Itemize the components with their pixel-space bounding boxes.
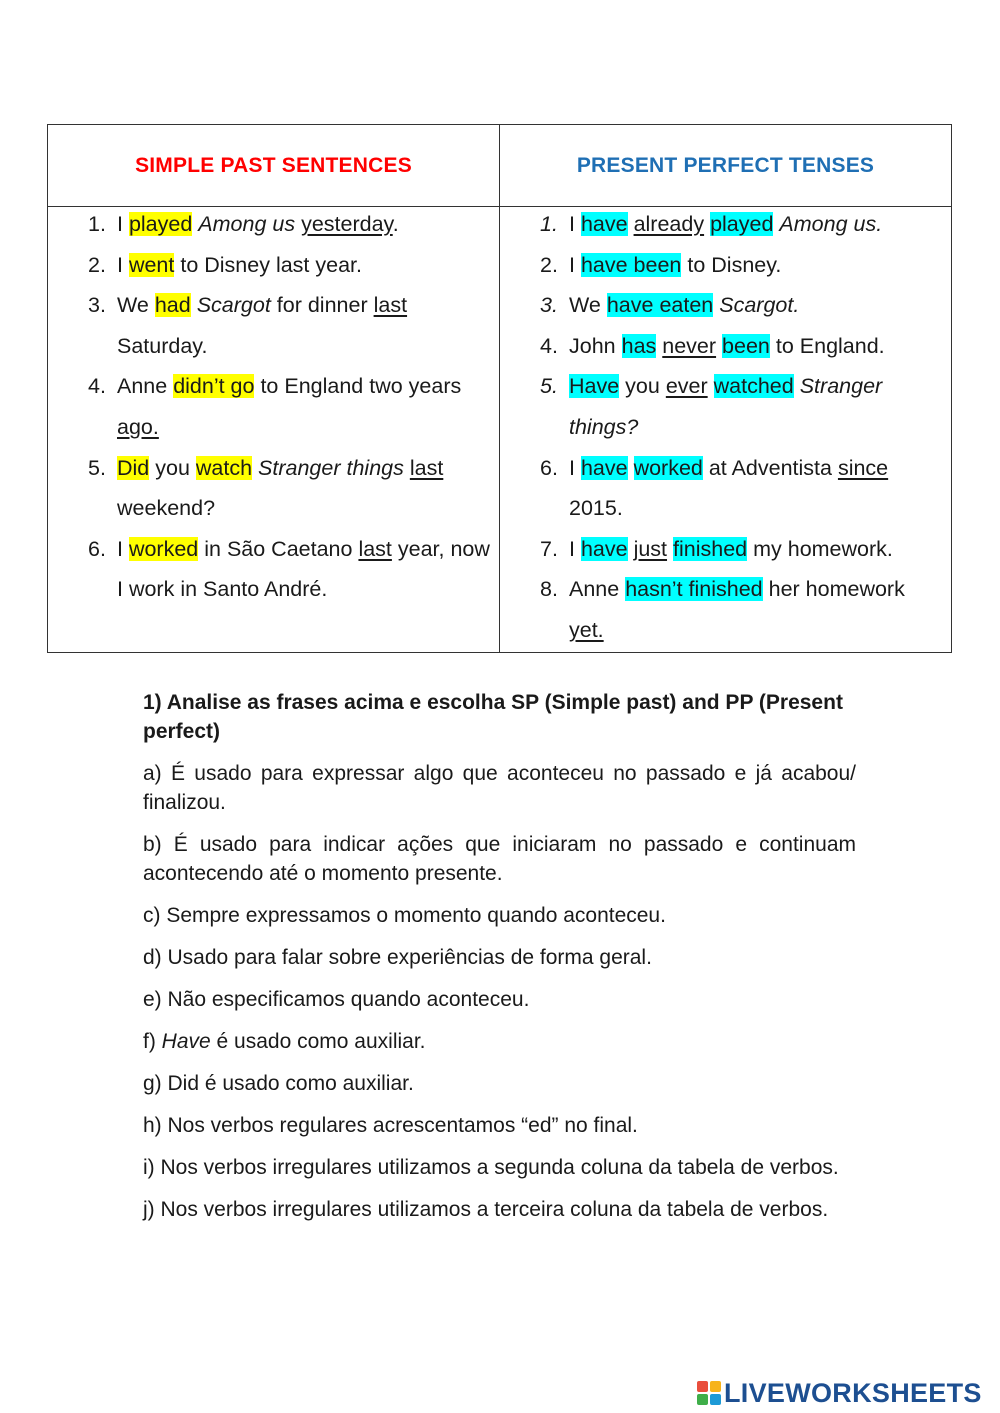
highlighted-verb: didn’t go (173, 374, 255, 399)
text-segment: é usado como auxiliar. (210, 1030, 426, 1053)
text-segment: d) Usado para falar sobre experiências de forma geral. (143, 946, 652, 969)
underlined-word: yet. (569, 617, 604, 642)
underlined-word: already (633, 212, 705, 236)
text-segment: Stranger things (258, 455, 404, 480)
sentence-text (117, 374, 461, 439)
text-segment: my homework. (747, 536, 893, 561)
left-sentence-item (88, 448, 493, 529)
text-segment: you (619, 374, 666, 399)
simple-past-list (88, 204, 493, 610)
highlighted-verb: Did (117, 455, 150, 480)
logo-square (697, 1381, 708, 1392)
highlighted-verb: have (580, 455, 628, 480)
logo-square (697, 1394, 708, 1405)
text-segment: at Adventista (702, 455, 838, 480)
underlined-word: ago. (117, 414, 159, 439)
highlighted-verb: Have (569, 374, 620, 399)
text-segment: a) É usado para expressar algo que aconteceu no passado e já acabou/ finalizou. (143, 762, 856, 814)
text-segment: Saturday. (117, 333, 208, 358)
right-sentence-item (540, 245, 945, 286)
present-perfect-header: PRESENT PERFECT TENSES (576, 153, 875, 177)
text-segment: f) (143, 1030, 162, 1053)
exercise-section (143, 688, 856, 1237)
exercise-item (143, 1027, 856, 1056)
simple-past-header: SIMPLE PAST SENTENCES (135, 153, 412, 177)
text-segment: Scargot. (719, 293, 800, 318)
highlighted-verb: have (580, 212, 628, 236)
text-segment: b) É usado para indicar ações que iniciaram no passado e continuam acontecendo até o momento presente. (143, 833, 856, 885)
text-segment: John (569, 333, 622, 358)
highlighted-verb: worked (633, 455, 703, 480)
item-number: 6. (540, 455, 558, 480)
logo-square (710, 1394, 721, 1405)
right-sentence-item (540, 204, 945, 245)
right-sentence-item (540, 569, 945, 650)
text-segment: to England. (769, 333, 885, 358)
left-sentence-item (88, 204, 493, 245)
text-segment: I (569, 455, 581, 480)
exercise-item (143, 830, 856, 888)
right-sentence-item (540, 366, 945, 447)
highlighted-verb: watched (713, 374, 794, 399)
item-number: 1. (88, 212, 106, 236)
left-sentence-item (88, 529, 493, 610)
item-number: 2. (540, 252, 558, 277)
text-segment: I (117, 252, 129, 277)
underlined-word: last (358, 536, 392, 561)
text-segment: to Disney last year. (174, 252, 362, 277)
underlined-word: last (409, 455, 444, 480)
exercise-item (143, 985, 856, 1014)
sentence-text (569, 212, 882, 236)
text-segment: weekend? (117, 496, 216, 521)
text-segment: e) Não especificamos quando aconteceu. (143, 988, 530, 1011)
highlighted-verb: watch (195, 455, 253, 480)
sentence-text (569, 456, 888, 521)
text-segment: I (569, 536, 581, 561)
exercise-item (143, 1069, 856, 1098)
right-sentence-item (540, 285, 945, 326)
underlined-word: never (662, 333, 717, 358)
highlighted-verb: has (621, 333, 657, 358)
text-segment: in São Caetano (198, 536, 359, 561)
highlighted-verb: hasn’t finished (625, 577, 763, 602)
item-number: 1. (540, 212, 558, 236)
text-segment (708, 374, 714, 398)
exercise-item (143, 943, 856, 972)
item-number: 8. (540, 577, 558, 602)
present-perfect-list (540, 204, 945, 651)
text-segment: h) Nos verbos regulares acrescentamos “ed” no final. (143, 1114, 638, 1137)
sentence-text (569, 374, 882, 439)
text-segment: to England two years (254, 374, 462, 399)
text-segment: for dinner (270, 293, 374, 318)
highlighted-verb: played (128, 212, 193, 236)
right-sentence-item (540, 326, 945, 367)
underlined-word: yesterday (301, 212, 393, 236)
text-segment: We (117, 293, 155, 318)
sentence-text (117, 537, 490, 602)
logo-text: LIVEWORKSHEETS (724, 1377, 982, 1408)
highlighted-verb: had (154, 293, 191, 318)
text-segment: i) Nos verbos irregulares utilizamos a segunda coluna da tabela de verbos. (143, 1156, 839, 1179)
text-segment: I (117, 536, 129, 561)
logo-square (710, 1381, 721, 1392)
text-segment: Anne (569, 577, 626, 602)
sentence-text (117, 212, 399, 236)
underlined-word: since (837, 455, 889, 480)
text-segment: j) Nos verbos irregulares utilizamos a terceira coluna da tabela de verbos. (143, 1198, 829, 1221)
sentence-text (569, 334, 885, 358)
highlighted-verb: worked (128, 536, 199, 561)
highlighted-verb: have (580, 536, 628, 561)
logo-mark-icon (697, 1381, 721, 1405)
text-segment: you (149, 455, 196, 480)
text-segment: Have (161, 1030, 211, 1053)
comparison-table (47, 124, 952, 653)
text-segment: c) Sempre expressamos o momento quando aconteceu. (143, 904, 666, 927)
highlighted-verb: played (710, 212, 774, 236)
text-segment: Among us (198, 212, 296, 236)
text-segment: I (569, 252, 581, 277)
underlined-word: ever (665, 374, 708, 399)
right-sentence-item (540, 448, 945, 529)
text-segment: her homework (762, 577, 905, 602)
exercise-items (143, 759, 856, 1224)
highlighted-verb: been (722, 333, 770, 358)
sentence-text (117, 456, 443, 521)
exercise-title: 1) Analise as frases acima e escolha SP (Simple past) and PP (Present perfect) (143, 691, 843, 743)
sentence-text (569, 253, 781, 277)
text-segment: Anne (117, 374, 174, 399)
text-segment: I (569, 212, 581, 236)
text-segment: year, now I work in Santo André. (117, 536, 490, 602)
liveworksheets-logo (697, 1377, 982, 1408)
text-segment: Scargot (196, 293, 271, 318)
item-number: 5. (540, 374, 558, 399)
item-number: 7. (540, 536, 558, 561)
exercise-item (143, 901, 856, 930)
exercise-item (143, 1153, 856, 1182)
text-segment: Among us. (779, 212, 883, 236)
underlined-word: last (373, 293, 408, 318)
item-number: 3. (540, 293, 558, 318)
underlined-word: just (633, 536, 668, 561)
highlighted-verb: have been (580, 252, 682, 277)
sentence-text (117, 253, 362, 277)
item-number: 4. (540, 333, 558, 358)
item-number: 5. (88, 455, 106, 480)
sentence-text (117, 293, 407, 358)
exercise-item (143, 1111, 856, 1140)
text-segment: g) Did é usado como auxiliar. (143, 1072, 414, 1095)
left-sentence-item (88, 366, 493, 447)
exercise-item (143, 759, 856, 817)
highlighted-verb: have eaten (606, 293, 714, 318)
sentence-text (569, 577, 905, 642)
text-segment: Stranger things? (569, 374, 883, 439)
item-number: 6. (88, 536, 106, 561)
left-sentence-item (88, 285, 493, 366)
text-segment: I (117, 212, 129, 236)
text-segment: 2015. (569, 496, 623, 521)
text-segment: We (569, 293, 607, 318)
sentence-text (569, 537, 893, 561)
left-sentence-item (88, 245, 493, 286)
text-segment: to Disney. (681, 252, 782, 277)
item-number: 3. (88, 293, 106, 318)
text-segment (628, 456, 634, 480)
item-number: 4. (88, 374, 106, 399)
exercise-item (143, 1195, 856, 1224)
highlighted-verb: went (128, 252, 175, 277)
sentence-text (569, 293, 799, 317)
right-sentence-item (540, 529, 945, 570)
text-segment: . (392, 212, 399, 236)
item-number: 2. (88, 252, 106, 277)
highlighted-verb: finished (673, 536, 748, 561)
